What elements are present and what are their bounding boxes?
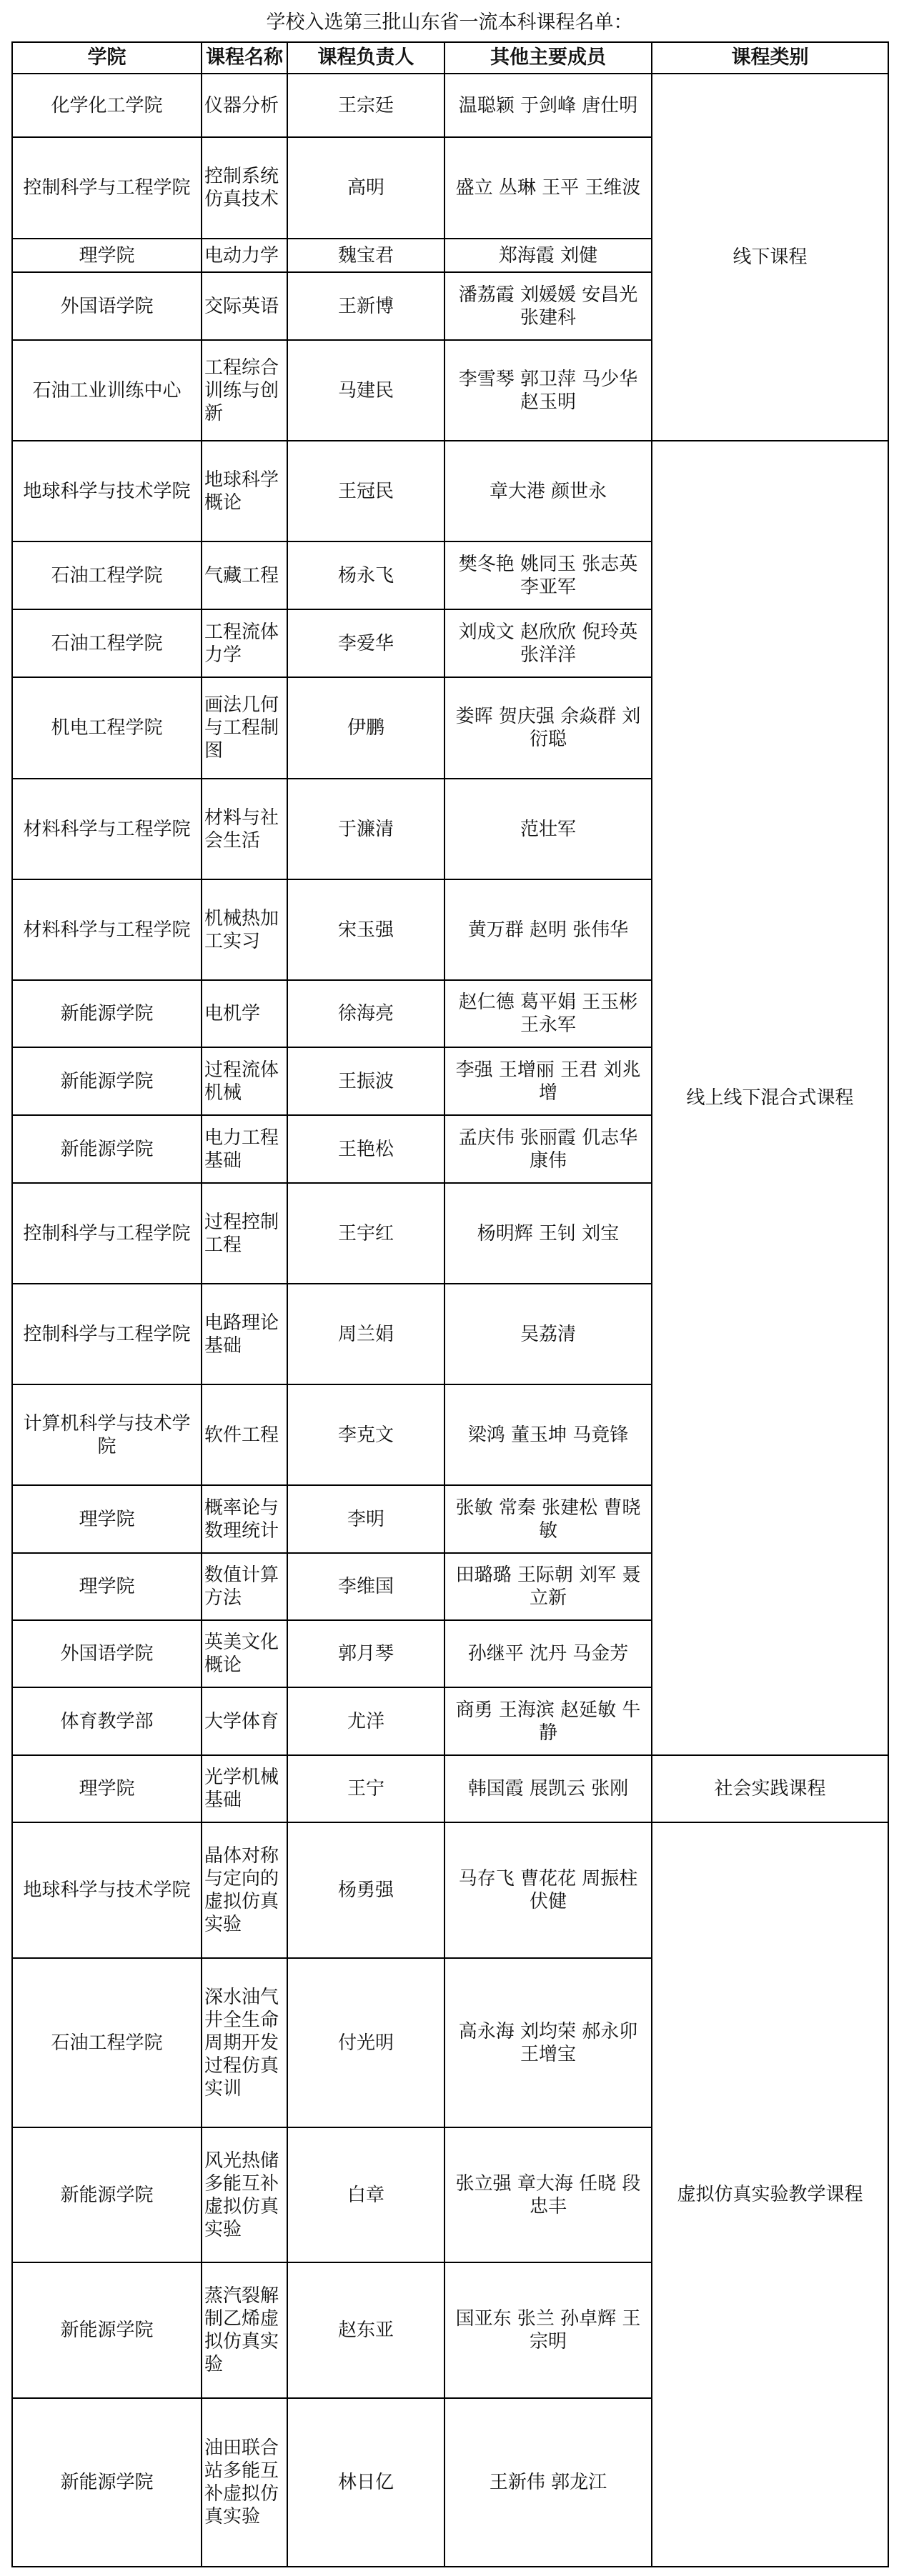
course-cell: 工程流体力学 (202, 609, 287, 677)
members-cell: 杨明辉 王钊 刘宝 (444, 1183, 652, 1284)
members-cell: 盛立 丛琳 王平 王维波 (444, 137, 652, 239)
college-cell: 石油工业训练中心 (12, 340, 202, 441)
course-cell: 控制系统仿真技术 (202, 137, 287, 239)
leader-cell: 魏宝君 (287, 239, 444, 272)
leader-cell: 高明 (287, 137, 444, 239)
members-cell: 张立强 章大海 任晓 段忠丰 (444, 2127, 652, 2262)
members-cell: 吴荔清 (444, 1284, 652, 1384)
leader-cell: 王宁 (287, 1755, 444, 1822)
leader-cell: 李爱华 (287, 609, 444, 677)
members-cell: 娄晖 贺庆强 余焱群 刘衍聪 (444, 677, 652, 779)
course-cell: 材料与社会生活 (202, 779, 287, 879)
header-category: 课程类别 (652, 42, 888, 74)
course-cell: 电动力学 (202, 239, 287, 272)
leader-cell: 李明 (287, 1485, 444, 1553)
course-cell: 油田联合站多能互补虚拟仿真实验 (202, 2398, 287, 2567)
leader-cell: 王新博 (287, 272, 444, 340)
college-cell: 外国语学院 (12, 1620, 202, 1687)
course-cell: 电路理论基础 (202, 1284, 287, 1384)
college-cell: 新能源学院 (12, 2398, 202, 2567)
leader-cell: 周兰娟 (287, 1284, 444, 1384)
leader-cell: 杨永飞 (287, 541, 444, 609)
college-cell: 计算机科学与技术学院 (12, 1384, 202, 1485)
college-cell: 机电工程学院 (12, 677, 202, 779)
course-cell: 电力工程基础 (202, 1115, 287, 1183)
members-cell: 范壮军 (444, 779, 652, 879)
course-cell: 画法几何与工程制图 (202, 677, 287, 779)
table-row (12, 74, 888, 137)
course-cell: 交际英语 (202, 272, 287, 340)
course-cell: 电机学 (202, 980, 287, 1047)
table-row (12, 1822, 888, 1958)
leader-cell: 付光明 (287, 1958, 444, 2127)
leader-cell: 王振波 (287, 1047, 444, 1115)
members-cell: 黄万群 赵明 张伟华 (444, 879, 652, 980)
members-cell: 高永海 刘均荣 郝永卯 王增宝 (444, 1958, 652, 2127)
college-cell: 理学院 (12, 1485, 202, 1553)
college-cell: 材料科学与工程学院 (12, 779, 202, 879)
course-cell: 过程控制工程 (202, 1183, 287, 1284)
document-title: 学校入选第三批山东省一流本科课程名单： (266, 11, 633, 34)
course-cell: 软件工程 (202, 1384, 287, 1485)
members-cell: 樊冬艳 姚同玉 张志英 李亚军 (444, 541, 652, 609)
course-cell: 大学体育 (202, 1687, 287, 1755)
header-members: 其他主要成员 (444, 42, 652, 74)
college-cell: 理学院 (12, 239, 202, 272)
course-cell: 英美文化概论 (202, 1620, 287, 1687)
college-cell: 理学院 (12, 1553, 202, 1620)
college-cell: 新能源学院 (12, 980, 202, 1047)
college-cell: 新能源学院 (12, 2262, 202, 2398)
college-cell: 外国语学院 (12, 272, 202, 340)
leader-cell: 伊鹏 (287, 677, 444, 779)
header-college: 学院 (12, 42, 202, 74)
course-cell: 地球科学概论 (202, 441, 287, 541)
college-cell: 材料科学与工程学院 (12, 879, 202, 980)
college-cell: 理学院 (12, 1755, 202, 1822)
members-cell: 张敏 常秦 张建松 曹晓敏 (444, 1485, 652, 1553)
course-cell: 概率论与数理统计 (202, 1485, 287, 1553)
header-course: 课程名称 (202, 42, 287, 74)
members-cell: 田璐璐 王际朝 刘军 聂立新 (444, 1553, 652, 1620)
leader-cell: 李维国 (287, 1553, 444, 1620)
members-cell: 梁鸿 董玉坤 马竟锋 (444, 1384, 652, 1485)
leader-cell: 宋玉强 (287, 879, 444, 980)
leader-cell: 白章 (287, 2127, 444, 2262)
leader-cell: 王宗廷 (287, 74, 444, 137)
members-cell: 韩国霞 展凯云 张刚 (444, 1755, 652, 1822)
members-cell: 刘成文 赵欣欣 倪玲英 张洋洋 (444, 609, 652, 677)
header-leader: 课程负责人 (287, 42, 444, 74)
college-cell: 石油工程学院 (12, 1958, 202, 2127)
leader-cell: 李克文 (287, 1384, 444, 1485)
college-cell: 化学化工学院 (12, 74, 202, 137)
course-cell: 晶体对称与定向的虚拟仿真实验 (202, 1822, 287, 1958)
leader-cell: 林日亿 (287, 2398, 444, 2567)
members-cell: 王新伟 郭龙江 (444, 2398, 652, 2567)
members-cell: 商勇 王海滨 赵延敏 牛静 (444, 1687, 652, 1755)
members-cell: 赵仁德 葛平娟 王玉彬 王永军 (444, 980, 652, 1047)
members-cell: 孙继平 沈丹 马金芳 (444, 1620, 652, 1687)
college-cell: 地球科学与技术学院 (12, 1822, 202, 1958)
members-cell: 李强 王增丽 王君 刘兆增 (444, 1047, 652, 1115)
leader-cell: 徐海亮 (287, 980, 444, 1047)
college-cell: 地球科学与技术学院 (12, 441, 202, 541)
course-table (11, 41, 889, 2567)
leader-cell: 马建民 (287, 340, 444, 441)
members-cell: 马存飞 曹花花 周振柱 伏健 (444, 1822, 652, 1958)
table-row (12, 441, 888, 541)
leader-cell: 王艳松 (287, 1115, 444, 1183)
leader-cell: 赵东亚 (287, 2262, 444, 2398)
table-row (12, 1755, 888, 1822)
college-cell: 控制科学与工程学院 (12, 1284, 202, 1384)
members-cell: 潘荔霞 刘媛媛 安昌光 张建科 (444, 272, 652, 340)
leader-cell: 王冠民 (287, 441, 444, 541)
college-cell: 控制科学与工程学院 (12, 137, 202, 239)
members-cell: 温聪颖 于剑峰 唐仕明 (444, 74, 652, 137)
category-cell: 线上线下混合式课程 (652, 441, 888, 1755)
college-cell: 体育教学部 (12, 1687, 202, 1755)
college-cell: 新能源学院 (12, 1115, 202, 1183)
members-cell: 章大港 颜世永 (444, 441, 652, 541)
college-cell: 石油工程学院 (12, 609, 202, 677)
course-cell: 蒸汽裂解制乙烯虚拟仿真实验 (202, 2262, 287, 2398)
category-cell: 社会实践课程 (652, 1755, 888, 1822)
leader-cell: 郭月琴 (287, 1620, 444, 1687)
leader-cell: 尤洋 (287, 1687, 444, 1755)
college-cell: 石油工程学院 (12, 541, 202, 609)
members-cell: 李雪琴 郭卫萍 马少华 赵玉明 (444, 340, 652, 441)
course-cell: 深水油气井全生命周期开发过程仿真实训 (202, 1958, 287, 2127)
leader-cell: 于濂清 (287, 779, 444, 879)
category-cell: 虚拟仿真实验教学课程 (652, 1822, 888, 2567)
course-cell: 光学机械基础 (202, 1755, 287, 1822)
course-cell: 仪器分析 (202, 74, 287, 137)
leader-cell: 王宇红 (287, 1183, 444, 1284)
college-cell: 新能源学院 (12, 2127, 202, 2262)
course-cell: 工程综合训练与创新 (202, 340, 287, 441)
category-cell: 线下课程 (652, 74, 888, 441)
members-cell: 国亚东 张兰 孙卓辉 王宗明 (444, 2262, 652, 2398)
course-cell: 过程流体机械 (202, 1047, 287, 1115)
college-cell: 新能源学院 (12, 1047, 202, 1115)
members-cell: 孟庆伟 张丽霞 仉志华 康伟 (444, 1115, 652, 1183)
course-cell: 风光热储多能互补虚拟仿真实验 (202, 2127, 287, 2262)
members-cell: 郑海霞 刘健 (444, 239, 652, 272)
course-cell: 数值计算方法 (202, 1553, 287, 1620)
course-cell: 气藏工程 (202, 541, 287, 609)
leader-cell: 杨勇强 (287, 1822, 444, 1958)
college-cell: 控制科学与工程学院 (12, 1183, 202, 1284)
course-cell: 机械热加工实习 (202, 879, 287, 980)
table-header-row (12, 42, 888, 74)
